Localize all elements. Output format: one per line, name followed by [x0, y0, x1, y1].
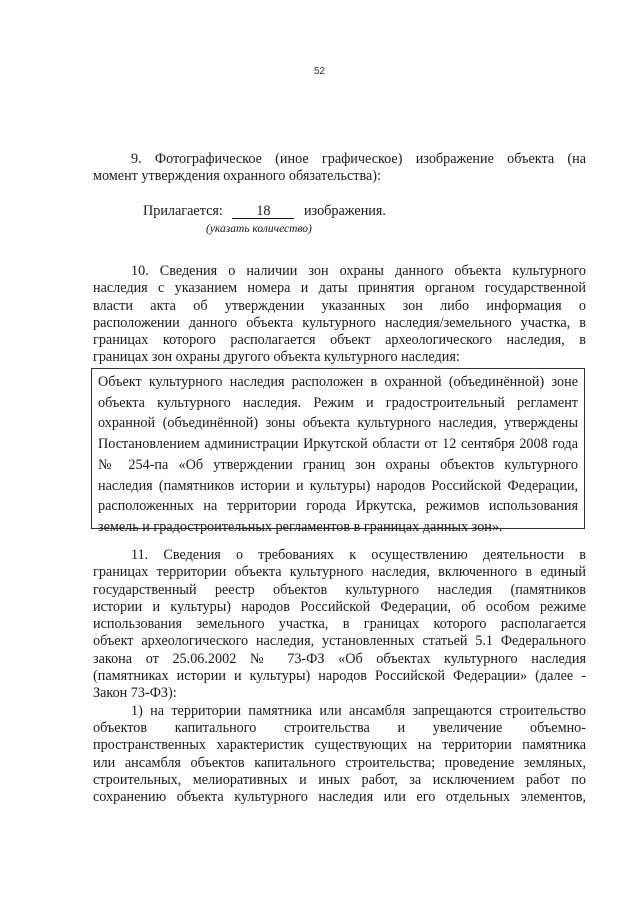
text-line: № 254-па «Об утверждении границ зон охраны объектов культурного	[98, 456, 578, 473]
attachment-count-line	[143, 203, 386, 235]
text-line: власти акта об утверждении указанных зон либо информация о	[93, 297, 586, 314]
text-line: пространственных характеристик существующих на территории памятника	[93, 737, 586, 754]
section-11-activity-requirements	[93, 547, 586, 806]
text-line: сохранению объекта культурного наследия или его отдельных элементов,	[93, 789, 586, 806]
text-line: (памятниках истории и культуры) народов Российской Федерации» (далее -	[93, 668, 586, 685]
text-line: земель и градостроительных регламентов в границах данных зон».	[98, 518, 503, 535]
text-line: 10. Сведения о наличии зон охраны данного объекта культурного	[131, 263, 586, 279]
text-line: строительных, мелиоративных и иных работ, за исключением работ по	[93, 771, 586, 788]
text-line: охранной (объединённой) зоны объекта культурного наследия, утверждены	[98, 415, 578, 432]
text-line: государственный реестр объектов культурного наследия (памятников	[93, 581, 586, 598]
text-line: расположении данного объекта культурного наследия/земельного участка, в	[93, 314, 586, 331]
attachment-label: Прилагается:	[143, 203, 223, 219]
text-line: истории и культуры) народов Российской Федерации, об особом режиме	[93, 598, 586, 615]
text-line: объектов капитального строительства и увеличение объемно-	[93, 719, 586, 736]
text-line: закона от 25.06.2002 № 73-ФЗ «Об объектах культурного наследия	[93, 650, 586, 667]
zone-info-box	[91, 368, 585, 535]
text-line: объект археологического наследия, установленных статьей 5.1 Федерального	[93, 633, 586, 650]
text-line: 1) на территории памятника или ансамбля запрещаются строительство	[131, 702, 586, 719]
text-line: Закон 73-ФЗ):	[93, 685, 177, 702]
text-line: 9. Фотографическое (иное графическое) изображение объекта (на	[131, 151, 586, 167]
text-line: объекта культурного наследия. Режим и градостроительный регламент	[98, 394, 578, 411]
text-line: наследия с указанием номера и даты принятия органом государственной	[93, 280, 586, 297]
page-number: 52	[313, 66, 326, 77]
text-line: границах которого располагается объект археологического наследия, в	[93, 332, 586, 349]
section-9-photo-image	[93, 151, 586, 186]
text-line: границах территории объекта культурного наследия, включенного в единый	[93, 564, 586, 581]
attachment-unit: изображения.	[303, 203, 386, 219]
text-line: наследия (памятников истории и культуры) народов Российской Федерации,	[98, 477, 578, 494]
text-line: Постановлением администрации Иркутской области от 12 сентября 2008 года	[98, 436, 578, 453]
text-line: Объект культурного наследия расположен в охранной (объединённой) зоне	[98, 374, 578, 390]
text-line: 11. Сведения о требованиях к осуществлению деятельности в	[131, 547, 586, 563]
attachment-count: 18	[232, 204, 294, 219]
attachment-hint: (указать количество)	[206, 223, 312, 235]
text-line: расположенных на территории города Иркутска, режимов использования	[98, 498, 578, 515]
text-line: момент утверждения охранного обязательства):	[93, 168, 381, 185]
text-line: или ансамбля объектов капитального строительства; проведение земляных,	[93, 754, 586, 771]
section-10-protection-zones	[93, 263, 586, 367]
text-line: границах зон охраны другого объекта культурного наследия:	[93, 349, 460, 366]
text-line: использования земельного участка, в границах которого располагается	[93, 616, 586, 633]
